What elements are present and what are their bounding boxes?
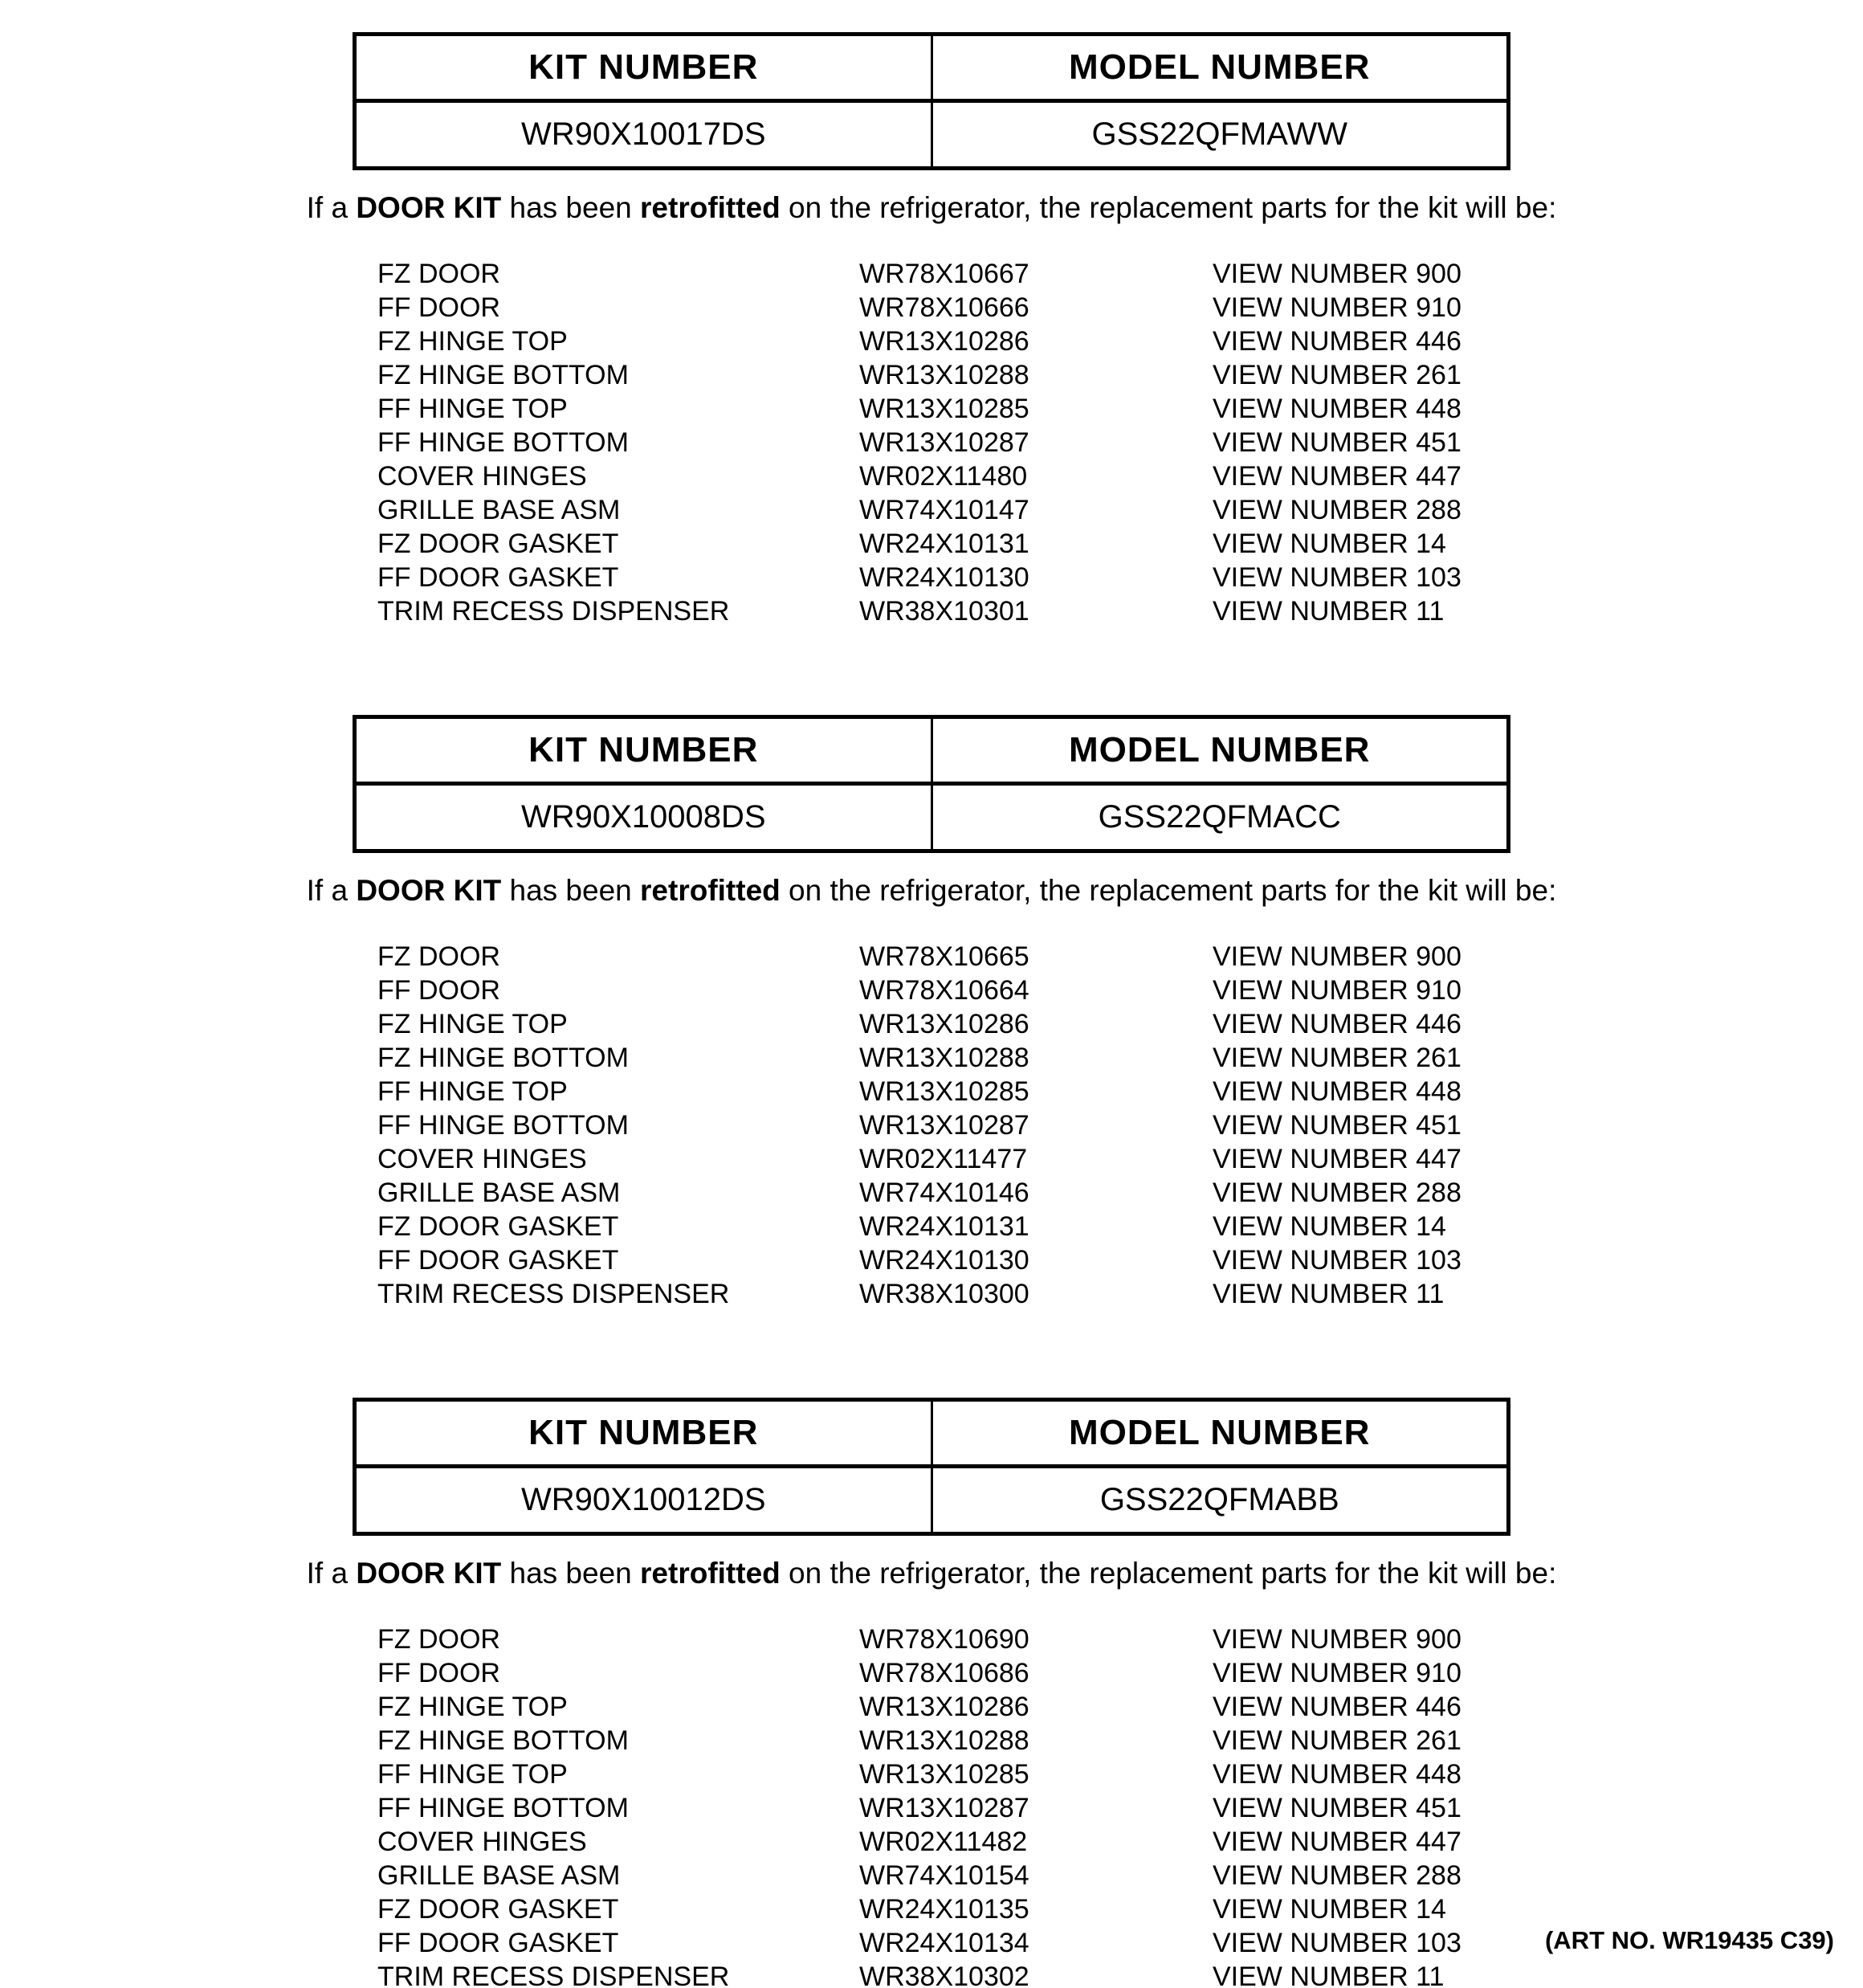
part-number: WR74X10146: [859, 1178, 1029, 1208]
part-view-number: VIEW NUMBER 447: [1213, 1827, 1461, 1857]
retrofit-note: [0, 874, 1863, 908]
kit-sections: [0, 32, 1863, 1988]
part-row: [377, 1859, 1863, 1892]
part-number: WR13X10287: [859, 1793, 1029, 1823]
part-number: WR24X10131: [859, 1211, 1029, 1242]
part-row: [377, 1724, 1863, 1757]
model-number-value: GSS22QFMACC: [932, 784, 1509, 851]
part-number: WR38X10302: [859, 1961, 1029, 1988]
part-view-number: VIEW NUMBER 14: [1213, 1894, 1446, 1925]
part-row: [377, 1757, 1863, 1791]
part-row: [377, 1892, 1863, 1926]
part-view-number: VIEW NUMBER 14: [1213, 1211, 1446, 1242]
retrofitted-bold-text: retrofitted: [640, 191, 781, 224]
part-number: WR24X10134: [859, 1928, 1029, 1958]
parts-list: [377, 940, 1863, 1311]
part-view-number: VIEW NUMBER 261: [1213, 360, 1461, 390]
part-number: WR13X10285: [859, 1076, 1029, 1107]
part-view-number: VIEW NUMBER 103: [1213, 1245, 1461, 1276]
part-view-number: VIEW NUMBER 900: [1213, 941, 1461, 972]
kit-number-value: WR90X10017DS: [355, 101, 932, 169]
part-row: [377, 325, 1863, 358]
part-number: WR74X10154: [859, 1860, 1029, 1891]
kit-model-table: [353, 1398, 1510, 1536]
part-name: FF DOOR GASKET: [377, 562, 619, 593]
part-row: [377, 257, 1863, 291]
model-number-header: MODEL NUMBER: [932, 717, 1509, 784]
part-number: WR13X10287: [859, 427, 1029, 458]
part-view-number: VIEW NUMBER 446: [1213, 1692, 1461, 1722]
retrofit-note-text: If a: [306, 191, 357, 224]
part-number: WR24X10135: [859, 1894, 1029, 1925]
retrofitted-bold-text: retrofitted: [640, 1557, 781, 1590]
part-row: [377, 1007, 1863, 1041]
part-row: [377, 1041, 1863, 1075]
part-view-number: VIEW NUMBER 261: [1213, 1043, 1461, 1073]
model-number-header: MODEL NUMBER: [932, 35, 1509, 101]
part-row: [377, 1176, 1863, 1210]
door-kit-bold-text: DOOR KIT: [356, 1557, 502, 1590]
part-row: [377, 358, 1863, 392]
part-row: [377, 1690, 1863, 1724]
part-name: FZ DOOR: [377, 941, 500, 972]
retrofit-note-text: has been: [501, 191, 641, 224]
part-row: [377, 1243, 1863, 1277]
part-number: WR13X10287: [859, 1110, 1029, 1141]
kit-model-table: [353, 32, 1510, 170]
retrofit-note: [0, 1557, 1863, 1590]
part-row: [377, 561, 1863, 594]
part-view-number: VIEW NUMBER 448: [1213, 1076, 1461, 1107]
part-number: WR38X10300: [859, 1279, 1029, 1309]
part-view-number: VIEW NUMBER 910: [1213, 292, 1461, 323]
part-view-number: VIEW NUMBER 261: [1213, 1725, 1461, 1756]
part-name: FF DOOR GASKET: [377, 1245, 619, 1276]
part-row: [377, 1623, 1863, 1656]
part-number: WR02X11482: [859, 1827, 1028, 1857]
table-value-row: [355, 1467, 1509, 1534]
part-view-number: VIEW NUMBER 448: [1213, 394, 1461, 424]
part-row: [377, 1075, 1863, 1108]
kit-number-header: KIT NUMBER: [355, 717, 932, 784]
part-number: WR24X10131: [859, 529, 1029, 559]
part-view-number: VIEW NUMBER 11: [1213, 1279, 1445, 1309]
retrofit-note-text: on the refrigerator, the replacement parts for the kit will be:: [780, 1557, 1557, 1590]
part-number: WR78X10686: [859, 1658, 1029, 1688]
part-row: [377, 527, 1863, 561]
part-view-number: VIEW NUMBER 288: [1213, 495, 1461, 525]
part-view-number: VIEW NUMBER 103: [1213, 1928, 1461, 1958]
retrofit-note-text: If a: [306, 1557, 357, 1590]
retrofitted-bold-text: retrofitted: [640, 874, 781, 907]
part-number: WR13X10285: [859, 394, 1029, 424]
part-number: WR02X11477: [859, 1144, 1028, 1174]
part-number: WR78X10667: [859, 259, 1029, 289]
part-number: WR38X10301: [859, 596, 1029, 627]
part-name: FF HINGE BOTTOM: [377, 1793, 629, 1823]
table-header-row: [355, 1400, 1509, 1467]
part-row: [377, 291, 1863, 325]
kit-number-value: WR90X10012DS: [355, 1467, 932, 1534]
part-name: COVER HINGES: [377, 1144, 587, 1174]
part-view-number: VIEW NUMBER 11: [1213, 596, 1445, 627]
part-number: WR78X10665: [859, 941, 1029, 972]
part-view-number: VIEW NUMBER 451: [1213, 427, 1461, 458]
retrofit-note-text: on the refrigerator, the replacement parts for the kit will be:: [780, 874, 1557, 907]
kit-number-header: KIT NUMBER: [355, 35, 932, 101]
part-number: WR13X10285: [859, 1759, 1029, 1790]
part-name: FZ DOOR: [377, 1624, 500, 1655]
part-name: FF HINGE BOTTOM: [377, 427, 629, 458]
part-row: [377, 1960, 1863, 1988]
part-name: FF DOOR GASKET: [377, 1928, 619, 1958]
kit-section: [0, 1398, 1863, 1988]
part-view-number: VIEW NUMBER 448: [1213, 1759, 1461, 1790]
part-row: [377, 974, 1863, 1007]
part-name: TRIM RECESS DISPENSER: [377, 596, 730, 627]
part-view-number: VIEW NUMBER 447: [1213, 1144, 1461, 1174]
part-view-number: VIEW NUMBER 288: [1213, 1178, 1461, 1208]
art-number-footer: (ART NO. WR19435 C39): [1544, 1926, 1834, 1954]
part-view-number: VIEW NUMBER 446: [1213, 326, 1461, 357]
table-value-row: [355, 784, 1509, 851]
table-header-row: [355, 35, 1509, 101]
part-row: [377, 594, 1863, 628]
part-name: GRILLE BASE ASM: [377, 495, 621, 525]
retrofit-note-text: If a: [306, 874, 357, 907]
model-number-value: GSS22QFMABB: [932, 1467, 1509, 1534]
kit-model-table: [353, 715, 1510, 853]
part-view-number: VIEW NUMBER 451: [1213, 1793, 1461, 1823]
part-view-number: VIEW NUMBER 910: [1213, 1658, 1461, 1688]
model-number-value: GSS22QFMAWW: [932, 101, 1509, 169]
part-row: [377, 1142, 1863, 1176]
part-number: WR13X10286: [859, 1009, 1029, 1039]
kit-number-value: WR90X10008DS: [355, 784, 932, 851]
part-name: COVER HINGES: [377, 461, 587, 492]
part-number: WR74X10147: [859, 495, 1029, 525]
part-row: [377, 493, 1863, 527]
part-view-number: VIEW NUMBER 446: [1213, 1009, 1461, 1039]
part-row: [377, 459, 1863, 493]
retrofit-note-text: has been: [501, 1557, 641, 1590]
part-row: [377, 1277, 1863, 1311]
part-name: FF HINGE TOP: [377, 1759, 568, 1790]
kit-section: [0, 715, 1863, 1311]
part-number: WR24X10130: [859, 1245, 1029, 1276]
part-view-number: VIEW NUMBER 900: [1213, 259, 1461, 289]
part-number: WR13X10286: [859, 326, 1029, 357]
retrofit-note: [0, 191, 1863, 225]
part-row: [377, 426, 1863, 459]
part-row: [377, 1825, 1863, 1859]
part-name: GRILLE BASE ASM: [377, 1860, 621, 1891]
door-kit-bold-text: DOOR KIT: [356, 191, 502, 224]
part-view-number: VIEW NUMBER 14: [1213, 529, 1446, 559]
part-name: FZ DOOR GASKET: [377, 1211, 619, 1242]
part-row: [377, 1656, 1863, 1690]
door-kit-bold-text: DOOR KIT: [356, 874, 502, 907]
retrofit-note-text: on the refrigerator, the replacement parts for the kit will be:: [780, 191, 1557, 224]
part-name: FF HINGE TOP: [377, 394, 568, 424]
table-value-row: [355, 101, 1509, 169]
part-number: WR02X11480: [859, 461, 1028, 492]
part-name: FZ HINGE BOTTOM: [377, 1043, 629, 1073]
part-name: TRIM RECESS DISPENSER: [377, 1279, 730, 1309]
part-number: WR13X10286: [859, 1692, 1029, 1722]
part-name: TRIM RECESS DISPENSER: [377, 1961, 730, 1988]
part-name: COVER HINGES: [377, 1827, 587, 1857]
part-number: WR13X10288: [859, 1043, 1029, 1073]
model-number-header: MODEL NUMBER: [932, 1400, 1509, 1467]
table-header-row: [355, 717, 1509, 784]
part-number: WR24X10130: [859, 562, 1029, 593]
part-number: WR78X10666: [859, 292, 1029, 323]
part-row: [377, 940, 1863, 974]
part-view-number: VIEW NUMBER 451: [1213, 1110, 1461, 1141]
part-name: FZ DOOR GASKET: [377, 1894, 619, 1925]
kit-section: [0, 32, 1863, 628]
retrofit-note-text: has been: [501, 874, 641, 907]
part-name: FZ HINGE TOP: [377, 326, 568, 357]
part-name: FF HINGE BOTTOM: [377, 1110, 629, 1141]
part-name: GRILLE BASE ASM: [377, 1178, 621, 1208]
part-view-number: VIEW NUMBER 447: [1213, 461, 1461, 492]
part-name: FZ HINGE BOTTOM: [377, 1725, 629, 1756]
part-name: FZ DOOR GASKET: [377, 529, 619, 559]
part-name: FZ HINGE TOP: [377, 1009, 568, 1039]
part-view-number: VIEW NUMBER 103: [1213, 562, 1461, 593]
part-name: FF DOOR: [377, 292, 500, 323]
part-name: FF HINGE TOP: [377, 1076, 568, 1107]
part-view-number: VIEW NUMBER 288: [1213, 1860, 1461, 1891]
part-number: WR13X10288: [859, 1725, 1029, 1756]
part-name: FF DOOR: [377, 975, 500, 1006]
part-row: [377, 392, 1863, 426]
part-name: FZ DOOR: [377, 259, 500, 289]
part-view-number: VIEW NUMBER 910: [1213, 975, 1461, 1006]
part-row: [377, 1210, 1863, 1243]
part-name: FF DOOR: [377, 1658, 500, 1688]
part-number: WR78X10690: [859, 1624, 1029, 1655]
part-number: WR78X10664: [859, 975, 1029, 1006]
part-row: [377, 1108, 1863, 1142]
part-view-number: VIEW NUMBER 900: [1213, 1624, 1461, 1655]
parts-list: [377, 257, 1863, 628]
part-row: [377, 1791, 1863, 1825]
part-name: FZ HINGE BOTTOM: [377, 360, 629, 390]
kit-number-header: KIT NUMBER: [355, 1400, 932, 1467]
part-view-number: VIEW NUMBER 11: [1213, 1961, 1445, 1988]
part-name: FZ HINGE TOP: [377, 1692, 568, 1722]
part-number: WR13X10288: [859, 360, 1029, 390]
